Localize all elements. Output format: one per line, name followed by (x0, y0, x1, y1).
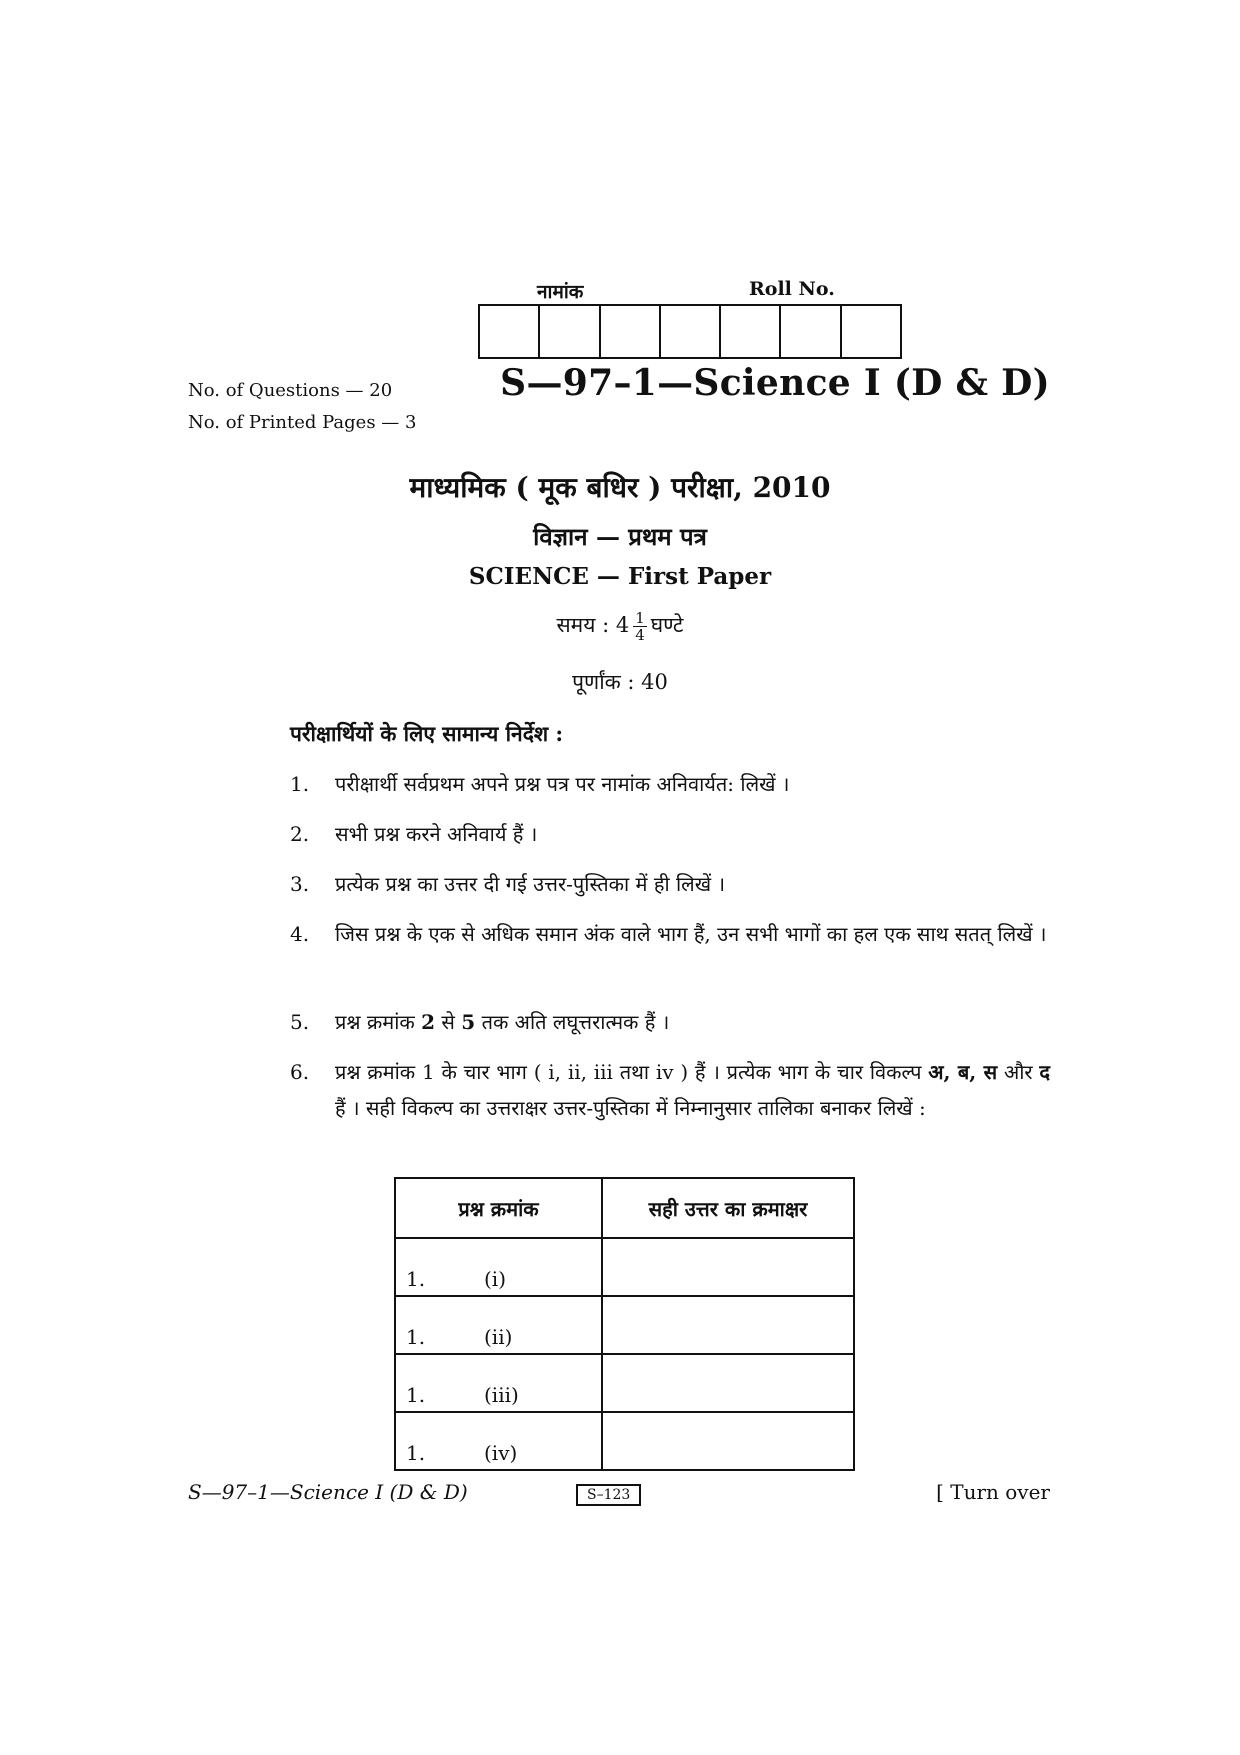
instruction-bold-number: 2 (421, 1010, 436, 1034)
roll-label-english: Roll No. (749, 278, 835, 300)
instruction-item (290, 766, 1050, 802)
instruction-item (290, 916, 1050, 952)
column-header-question-number: प्रश्न क्रमांक (395, 1178, 602, 1238)
instruction-text-part: से (441, 1010, 455, 1034)
answer-cell (602, 1412, 854, 1470)
question-part: (iv) (484, 1441, 518, 1465)
instruction-text-part: प्रश्न क्रमांक 1 के चार भाग ( i, ii, iii तथा iv ) हैं । प्रत्येक भाग के चार विकल्प (335, 1060, 922, 1084)
table-row (395, 1238, 854, 1296)
question-number: 1. (406, 1267, 426, 1291)
subject-title-hindi: विज्ञान — प्रथम पत्र (533, 522, 707, 551)
time-allowed (0, 610, 1240, 643)
question-part: (i) (484, 1267, 507, 1291)
instruction-text: परीक्षार्थी सर्वप्रथम अपने प्रश्न पत्र पर नामांक अनिवार्यत: लिखें । (335, 772, 790, 796)
time-fraction (633, 610, 647, 643)
roll-box (540, 306, 600, 357)
instruction-item (290, 866, 1050, 902)
answer-format-table (394, 1177, 855, 1471)
question-cell (395, 1296, 602, 1354)
column-header-correct-answer: सही उत्तर का क्रमाक्षर (602, 1178, 854, 1238)
instructions-heading: परीक्षार्थियों के लिए सामान्य निर्देश : (290, 721, 564, 746)
instruction-number: 4. (290, 922, 310, 946)
question-number: 1. (406, 1441, 426, 1465)
roll-box (480, 306, 540, 357)
instruction-text: प्रत्येक प्रश्न का उत्तर दी गई उत्तर-पुस्तिका में ही लिखें । (335, 872, 726, 896)
roll-box (661, 306, 721, 357)
instruction-bold-option: द (1039, 1060, 1050, 1084)
maximum-marks: पूर्णांक : 40 (572, 670, 668, 694)
instruction-number: 6. (290, 1060, 310, 1084)
instruction-item (290, 1054, 1050, 1126)
answer-cell (602, 1296, 854, 1354)
question-number: 1. (406, 1383, 426, 1407)
question-cell (395, 1412, 602, 1470)
answer-cell (602, 1354, 854, 1412)
answer-cell (602, 1238, 854, 1296)
question-cell (395, 1354, 602, 1412)
instruction-number: 2. (290, 822, 310, 846)
instruction-text: सभी प्रश्न करने अनिवार्य हैं । (335, 822, 538, 846)
instruction-text-part: तक अति लघूत्तरात्मक हैं । (481, 1010, 670, 1034)
fraction-denominator: 4 (635, 626, 645, 644)
instruction-item (290, 1004, 1050, 1040)
time-suffix: घण्टे (650, 613, 684, 637)
instruction-bold-options: अ, ब, स (928, 1060, 998, 1084)
table-header-row (395, 1178, 854, 1238)
time-prefix: समय : 4 (556, 613, 630, 637)
question-cell (395, 1238, 602, 1296)
number-of-questions: No. of Questions — 20 (188, 380, 393, 401)
instruction-text (335, 1004, 1050, 1040)
instruction-number: 3. (290, 872, 310, 896)
question-part: (ii) (484, 1325, 513, 1349)
instruction-bold-number: 5 (461, 1010, 476, 1034)
instruction-text-part: और (1003, 1060, 1033, 1084)
turn-over-note: [ Turn over (936, 1480, 1050, 1504)
roll-box (842, 306, 900, 357)
footer-paper-code: S—97–1—Science I (D & D) (188, 1480, 468, 1504)
table-row (395, 1354, 854, 1412)
table-row (395, 1412, 854, 1470)
instruction-item (290, 816, 1050, 852)
subject-title-english: SCIENCE — First Paper (468, 563, 772, 590)
table-row (395, 1296, 854, 1354)
instruction-number: 5. (290, 1010, 310, 1034)
exam-title: माध्यमिक ( मूक बधिर ) परीक्षा, 2010 (409, 471, 831, 504)
question-number: 1. (406, 1325, 426, 1349)
fraction-numerator: 1 (635, 609, 645, 627)
paper-code-title: S—97–1—Science I (D & D) (500, 362, 1050, 404)
instruction-text (335, 1054, 1050, 1126)
question-part: (iii) (484, 1383, 519, 1407)
roll-box (721, 306, 781, 357)
roll-number-boxes (478, 304, 902, 359)
instruction-text-part: हैं । सही विकल्प का उत्तराक्षर उत्तर-पुस्तिका में निम्नानुसार तालिका बनाकर लिखें : (335, 1096, 926, 1120)
number-of-pages: No. of Printed Pages — 3 (188, 412, 417, 433)
roll-label-hindi: नामांक (537, 281, 584, 303)
instruction-number: 1. (290, 772, 310, 796)
roll-box (601, 306, 661, 357)
footer-booklet-code: S–123 (576, 1484, 641, 1506)
instruction-text-part: प्रश्न क्रमांक (335, 1010, 415, 1034)
instruction-text: जिस प्रश्न के एक से अधिक समान अंक वाले भाग हैं, उन सभी भागों का हल एक साथ सतत् लिखें । (335, 922, 1047, 946)
roll-box (781, 306, 841, 357)
